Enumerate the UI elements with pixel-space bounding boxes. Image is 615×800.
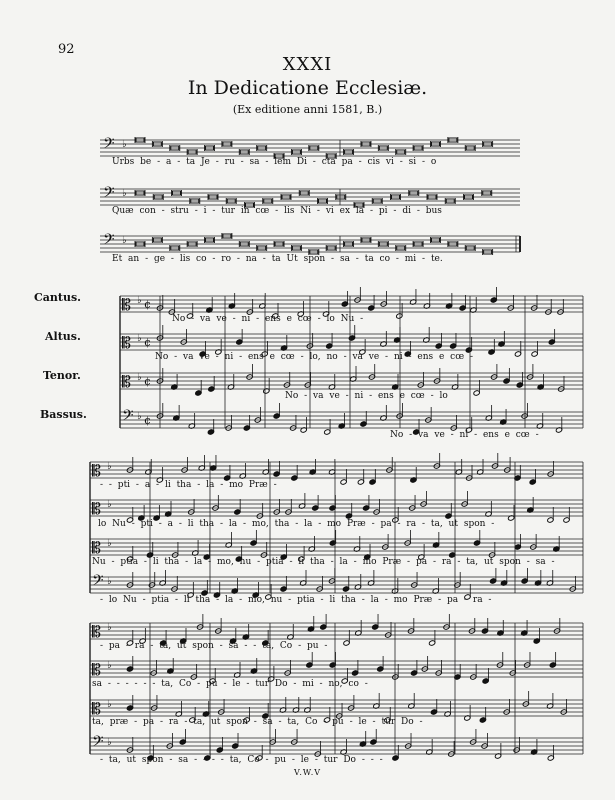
s2-altus-lyric: lo Nu - pti - a - li tha - la - mo, tha - la - mo Præ - pa - ra - ta, ut spon - (98, 519, 495, 529)
flat-sign: ♭ (107, 660, 112, 671)
bass-clef: 𝄢 (92, 733, 104, 754)
flat-sign: ♭ (107, 576, 112, 587)
s3-tenor-lyric: ta, præ - pa - ra - ta, ut spon - sa - ta, Co - pu - le - tur Do - (92, 717, 423, 727)
c-clef: 𝄡 (92, 660, 101, 679)
piece-title: In Dedicatione Ecclesiæ. (187, 77, 428, 99)
c-clef: 𝄡 (122, 333, 131, 352)
flat-sign: ♭ (107, 699, 112, 710)
flat-sign: ♭ (137, 411, 142, 422)
flat-sign: ♭ (107, 737, 112, 748)
s3-cantus-lyric: - pa - ra - ta, ut spon - sa - - ta, Co - pu - (100, 641, 328, 651)
c-clef: 𝄡 (92, 622, 101, 641)
time-signature: ¢ (144, 298, 151, 311)
bass-clef: 𝄢 (103, 135, 115, 156)
voice-label-cantus: Cantus. (34, 291, 81, 304)
s1-tenor-lyric: No - va ve - ni - ens e cœ - lo (285, 391, 448, 401)
c-clef: 𝄡 (92, 499, 101, 518)
bass-clef: 𝄢 (92, 572, 104, 593)
time-signature: ¢ (144, 336, 151, 349)
voice-label-tenor: Tenor. (43, 369, 81, 382)
flat-sign: ♭ (137, 333, 142, 344)
c-clef: 𝄡 (122, 295, 131, 314)
voice-label-bassus: Bassus. (40, 408, 87, 421)
chant-lyric-2: Quæ con - stru - i - tur in cœ - lis Ni - vi ex la - pi - di - bus (112, 206, 442, 216)
time-signature: ¢ (144, 414, 151, 427)
c-clef: 𝄡 (92, 461, 101, 480)
time-signature: ¢ (144, 375, 151, 388)
flat-sign: ♭ (107, 622, 112, 633)
source-note: (Ex editione anni 1581, B.) (232, 103, 383, 116)
flat-sign: ♭ (107, 499, 112, 510)
s1-cantus-lyric: No - va ve - ni - ens e cœ - lo Nu - (172, 314, 364, 324)
flat-sign: ♭ (122, 139, 127, 150)
signature-mark: V.W.V (293, 768, 322, 777)
s2-bassus-lyric: - lo Nu - ptia - li tha - la - mo, nu - ptia - li tha - la - mo Præ - pa - ra - (100, 595, 492, 605)
s1-bassus-lyric: No - va ve - ni - ens e cœ - (390, 430, 539, 440)
c-clef: 𝄡 (122, 372, 131, 391)
s3-altus-lyric: sa - - - - - - ta, Co - pu - le - tur Do - mi - no, co - (92, 679, 368, 689)
voice-label-altus: Altus. (45, 330, 81, 343)
c-clef: 𝄡 (92, 699, 101, 718)
flat-sign: ♭ (137, 295, 142, 306)
s2-tenor-lyric: Nu - ptia - li tha - la - mo, nu - ptia - li tha - la - mo Præ - pa - ra - ta, ut spon - sa - (92, 557, 555, 567)
flat-sign: ♭ (107, 461, 112, 472)
flat-sign: ♭ (122, 188, 127, 199)
s2-cantus-lyric: - - pti - a - li tha - la - mo Præ - (100, 480, 277, 490)
bass-clef: 𝄢 (122, 407, 134, 428)
chant-lyric-3: Et an - ge - lis co - ro - na - ta Ut spon - sa - ta co - mi - te. (112, 254, 443, 264)
flat-sign: ♭ (137, 372, 142, 383)
flat-sign: ♭ (122, 235, 127, 246)
bass-clef: 𝄢 (103, 231, 115, 252)
c-clef: 𝄡 (92, 538, 101, 557)
page-number: 92 (58, 42, 75, 57)
s1-altus-lyric: No - va ve - ni - ens e cœ - lo, no - va ve - ni - ens e cœ - (155, 352, 474, 362)
chant-lyric-1: Urbs be - a - ta Je - ru - sa - lem Di - cta pa - cis vi - si - o (112, 157, 437, 167)
piece-number: XXXI (282, 54, 333, 75)
s3-bassus-lyric: - ta, ut spon - sa - - - - ta, Co - pu - le - tur Do - - - (100, 755, 383, 765)
bass-clef: 𝄢 (103, 184, 115, 205)
flat-sign: ♭ (107, 538, 112, 549)
